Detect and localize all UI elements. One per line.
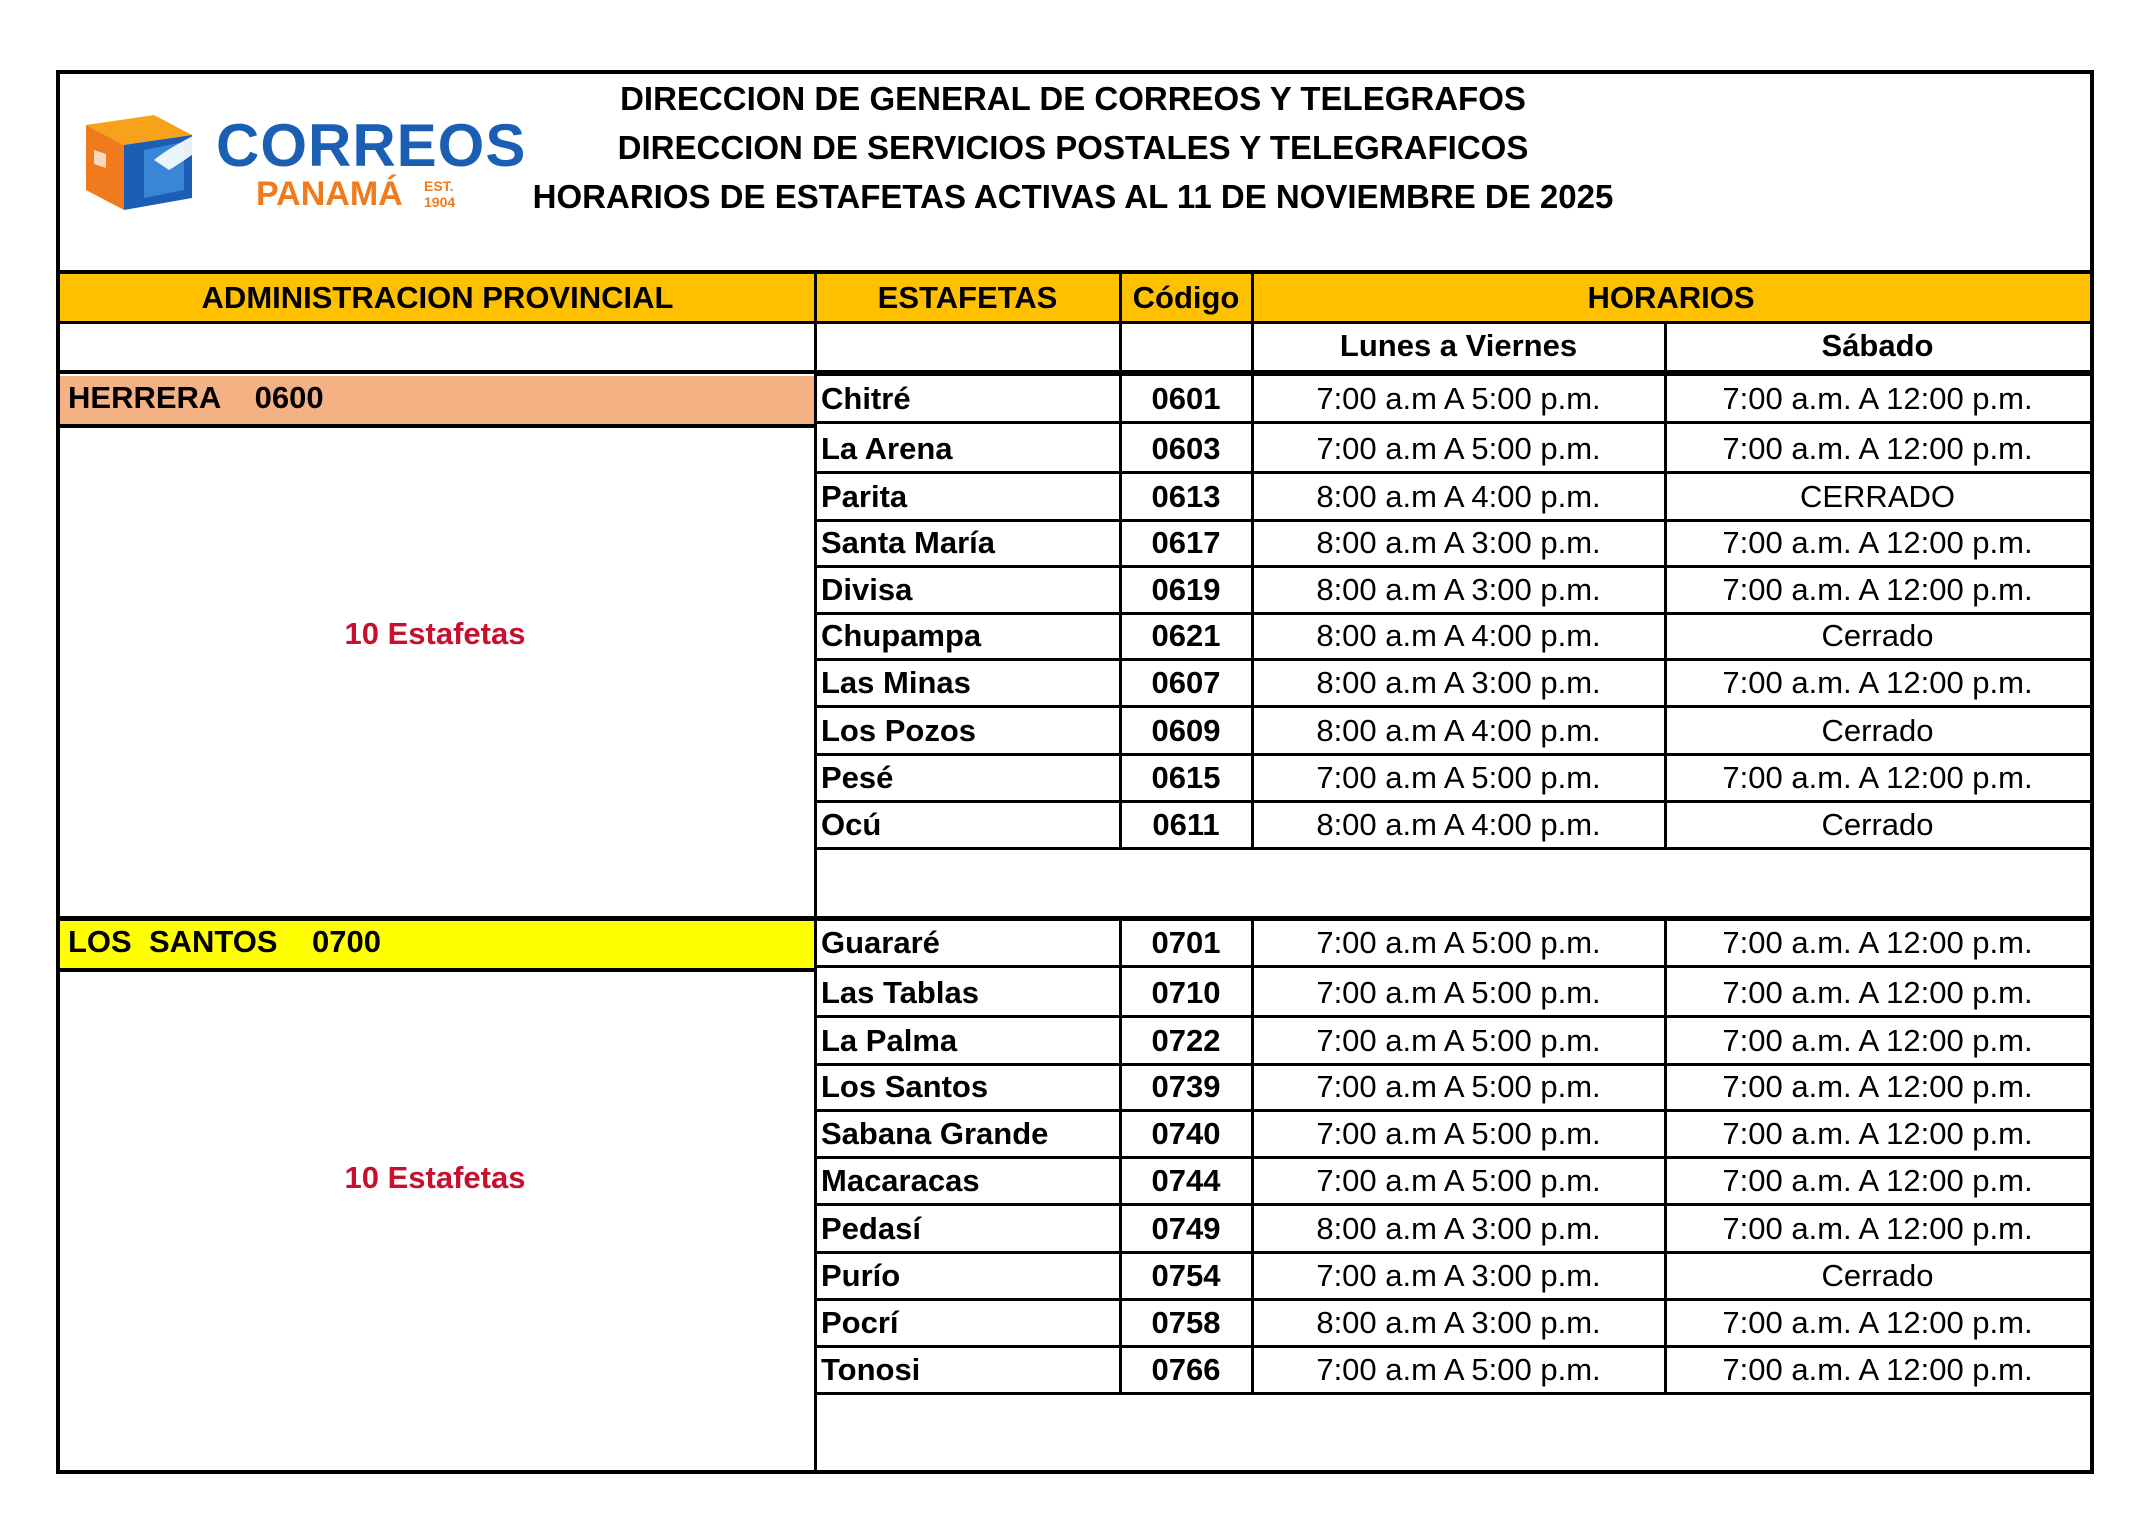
office-name: Pocrí (821, 1305, 899, 1340)
logo-est-label: EST. (424, 178, 454, 194)
office-saturday-hours: 7:00 a.m. A 12:00 p.m. (1722, 665, 2033, 700)
office-weekday-hours: 8:00 a.m A 3:00 p.m. (1316, 1211, 1601, 1246)
office-code: 0613 (1151, 479, 1221, 514)
office-weekday-hours: 7:00 a.m A 5:00 p.m. (1316, 925, 1601, 960)
office-weekday-hours: 7:00 a.m A 3:00 p.m. (1316, 1258, 1601, 1293)
logo-est-year: 1904 (424, 194, 456, 210)
grid-line-h (60, 424, 815, 428)
office-code: 0722 (1151, 1023, 1221, 1058)
office-name: Las Tablas (821, 975, 979, 1010)
office-code: 0621 (1151, 618, 1221, 653)
office-saturday-hours: Cerrado (1821, 807, 1934, 842)
office-weekday-hours: 7:00 a.m A 5:00 p.m. (1316, 1069, 1601, 1104)
title-line-2: DIRECCION DE SERVICIOS POSTALES Y TELEGRAFICOS (617, 129, 1529, 166)
office-saturday-hours: 7:00 a.m. A 12:00 p.m. (1722, 572, 2033, 607)
office-weekday-hours: 7:00 a.m A 5:00 p.m. (1316, 1116, 1601, 1151)
province-herrera-count: 10 Estafetas (344, 616, 526, 651)
office-saturday-hours: 7:00 a.m. A 12:00 p.m. (1722, 1116, 2033, 1151)
office-name: Los Pozos (821, 713, 977, 748)
office-name: Divisa (821, 572, 913, 607)
office-saturday-hours: 7:00 a.m. A 12:00 p.m. (1722, 975, 2033, 1010)
grid-line-h (60, 270, 2090, 274)
office-saturday-hours: 7:00 a.m. A 12:00 p.m. (1722, 381, 2033, 416)
office-code: 0710 (1151, 975, 1221, 1010)
office-saturday-hours: 7:00 a.m. A 12:00 p.m. (1722, 1163, 2033, 1198)
office-name: Guararé (821, 925, 940, 960)
office-saturday-hours: 7:00 a.m. A 12:00 p.m. (1722, 431, 2033, 466)
office-weekday-hours: 7:00 a.m A 5:00 p.m. (1316, 760, 1601, 795)
office-saturday-hours: 7:00 a.m. A 12:00 p.m. (1722, 525, 2033, 560)
office-name: Pedasí (821, 1211, 921, 1246)
office-name: Pesé (821, 760, 894, 795)
office-code: 0607 (1151, 665, 1221, 700)
office-code: 0739 (1151, 1069, 1221, 1104)
office-weekday-hours: 8:00 a.m A 4:00 p.m. (1316, 479, 1601, 514)
office-code: 0615 (1151, 760, 1221, 795)
column-header-weekday: Lunes a Viernes (1339, 328, 1578, 363)
office-saturday-hours: Cerrado (1821, 618, 1934, 653)
office-name: Santa María (821, 525, 996, 560)
province-los-santos-count: 10 Estafetas (344, 1160, 526, 1195)
office-weekday-hours: 7:00 a.m A 5:00 p.m. (1316, 1352, 1601, 1387)
office-code: 0701 (1151, 925, 1221, 960)
office-name: La Palma (821, 1023, 958, 1058)
office-saturday-hours: Cerrado (1821, 1258, 1934, 1293)
office-weekday-hours: 8:00 a.m A 4:00 p.m. (1316, 618, 1601, 653)
office-saturday-hours: 7:00 a.m. A 12:00 p.m. (1722, 925, 2033, 960)
office-weekday-hours: 7:00 a.m A 5:00 p.m. (1316, 1163, 1601, 1198)
office-name: Tonosi (821, 1352, 921, 1387)
title-line-1: DIRECCION DE GENERAL DE CORREOS Y TELEGRAFOS (620, 80, 1526, 117)
office-weekday-hours: 7:00 a.m A 5:00 p.m. (1316, 381, 1601, 416)
office-code: 0740 (1151, 1116, 1221, 1151)
office-saturday-hours: Cerrado (1821, 713, 1934, 748)
office-name: Purío (821, 1258, 901, 1293)
office-weekday-hours: 8:00 a.m A 3:00 p.m. (1316, 572, 1601, 607)
office-saturday-hours: 7:00 a.m. A 12:00 p.m. (1722, 1352, 2033, 1387)
office-name: Chitré (821, 381, 911, 416)
logo-text-main: CORREOS (216, 112, 527, 179)
office-code: 0619 (1151, 572, 1221, 607)
province-herrera: HERRERA 0600 (60, 376, 815, 424)
logo-text-sub: PANAMÁ (256, 175, 403, 213)
office-saturday-hours: 7:00 a.m. A 12:00 p.m. (1722, 1023, 2033, 1058)
office-code: 0609 (1151, 713, 1221, 748)
office-code: 0754 (1151, 1258, 1221, 1293)
office-code: 0766 (1151, 1352, 1221, 1387)
column-header-admin: ADMINISTRACION PROVINCIAL (201, 280, 674, 315)
office-name: Ocú (821, 807, 882, 842)
office-name: Los Santos (821, 1069, 989, 1104)
office-saturday-hours: CERRADO (1799, 479, 1955, 514)
title-line-3: HORARIOS DE ESTAFETAS ACTIVAS AL 11 DE NOVIEMBRE DE 2025 (532, 178, 1614, 215)
office-code: 0749 (1151, 1211, 1221, 1246)
office-code: 0611 (1152, 807, 1220, 842)
office-name: Macaracas (821, 1163, 980, 1198)
office-saturday-hours: 7:00 a.m. A 12:00 p.m. (1722, 1069, 2033, 1104)
office-weekday-hours: 8:00 a.m A 3:00 p.m. (1316, 1305, 1601, 1340)
office-name: Sabana Grande (821, 1116, 1049, 1151)
office-saturday-hours: 7:00 a.m. A 12:00 p.m. (1722, 1305, 2033, 1340)
office-weekday-hours: 8:00 a.m A 4:00 p.m. (1316, 713, 1601, 748)
office-saturday-hours: 7:00 a.m. A 12:00 p.m. (1722, 1211, 2033, 1246)
grid-line-v (1119, 272, 1122, 372)
office-weekday-hours: 7:00 a.m A 5:00 p.m. (1316, 1023, 1601, 1058)
grid-line-v (1251, 272, 1254, 372)
office-name: Las Minas (821, 665, 971, 700)
office-saturday-hours: 7:00 a.m. A 12:00 p.m. (1722, 760, 2033, 795)
office-name: Chupampa (821, 618, 982, 653)
grid-line-h (1252, 321, 2090, 324)
grid-line-h (60, 968, 815, 972)
office-code: 0617 (1151, 525, 1221, 560)
office-code: 0603 (1151, 431, 1221, 466)
office-weekday-hours: 8:00 a.m A 3:00 p.m. (1316, 665, 1601, 700)
office-name: Parita (821, 479, 908, 514)
column-header-saturday: Sábado (1821, 328, 1934, 363)
office-code: 0758 (1151, 1305, 1221, 1340)
office-name: La Arena (821, 431, 953, 466)
column-header-horarios: HORARIOS (1587, 280, 1755, 315)
grid-line-v (1664, 322, 1667, 372)
column-header-codigo: Código (1132, 280, 1240, 315)
office-code: 0601 (1151, 381, 1221, 416)
office-weekday-hours: 8:00 a.m A 4:00 p.m. (1316, 807, 1601, 842)
office-code: 0744 (1151, 1163, 1221, 1198)
column-header-estafetas: ESTAFETAS (877, 280, 1058, 315)
province-los-santos: LOS SANTOS 0700 (60, 920, 815, 968)
office-weekday-hours: 7:00 a.m A 5:00 p.m. (1316, 975, 1601, 1010)
office-weekday-hours: 8:00 a.m A 3:00 p.m. (1316, 525, 1601, 560)
office-weekday-hours: 7:00 a.m A 5:00 p.m. (1316, 431, 1601, 466)
